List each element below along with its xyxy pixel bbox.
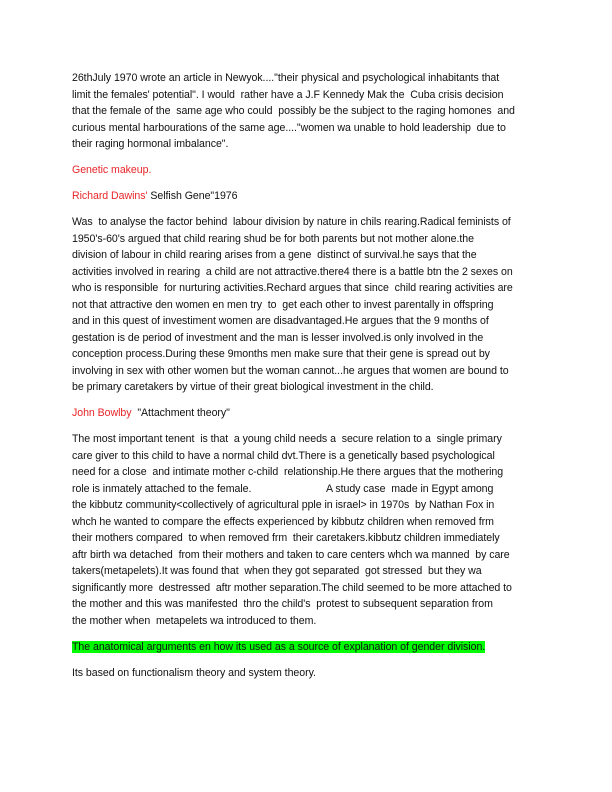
text-line: Its based on functionalism theory and system theory. [72, 666, 316, 679]
text-line: the mother when metapelets wa introduced to them. [72, 614, 317, 627]
text-line: The most important tenent is that a young child needs a secure relation to a single primary [72, 433, 502, 445]
document-page [72, 70, 544, 691]
author-name: John Bowlby [72, 407, 132, 419]
text-line: care giver to this child to have a normal child dvt.There is a genetically based psychological [72, 449, 495, 462]
text-line: the mother and this was manifested thro the child's protest to subsequent separation from [72, 598, 493, 610]
text-line: aftr birth wa detached from their mothers and taken to care centers whch wa manned by care [72, 548, 510, 561]
text-line: and in this quest of investiment women are disadvantaged.He argues that the 9 months of [72, 315, 489, 327]
work-title: Selfish Gene"1976 [147, 190, 238, 202]
text-line: involving in sex with other women but the woman cannot...he argues that women are bound to [72, 364, 509, 377]
text-line: not that attractive den women en men try to get each other to invest parentally in offspring [72, 298, 494, 311]
work-title: "Attachment theory" [131, 407, 230, 419]
intro-paragraph [72, 70, 544, 153]
text-line: that the female of the same age who could possibly be the subject to the raging homones and [72, 105, 515, 117]
heading-text: Genetic makeup. [72, 164, 152, 176]
text-line: be primary caretakers by virtue of their great biological investment in the child. [72, 381, 434, 393]
text-line: the kibbutz community<collectively of agricultural pple in israel> in 1970s by Nathan Fox in [72, 499, 495, 511]
text-line: their mothers compared to when removed frm their caretakers.kibbutz children immediately [72, 532, 500, 544]
text-line: gestation is de period of investment and the man is lesser involved.is only involved in the [72, 331, 484, 344]
dawkins-heading [72, 188, 544, 205]
text-line: activities involved in rearing a child are not attractive.there4 there is a battle btn the 2 sexes on [72, 265, 513, 278]
text-line: division of labour in child rearing arises from a gene distinct of survival.he says that the [72, 249, 477, 261]
text-line: Was to analyse the factor behind labour division by nature in chils rearing.Radical feminists of [72, 216, 511, 228]
text-line: need for a close and intimate mother c-child relationship.He there argues that the mothering [72, 466, 504, 478]
text-line: 1950's-60's argued that child rearing shud be for both parents but not mother alone.the [72, 232, 474, 245]
text-line: role is inmately attached to the female. A study case made in Egypt among [72, 482, 494, 495]
text-line: 26thJuly 1970 wrote an article in Newyok...."their physical and psychological inhabitants that [72, 72, 500, 84]
text-line: who is responsible for nurturing activities.Rechard argues that since child rearing activities are [72, 282, 513, 294]
highlighted-text: The anatomical arguments en how its used as a source of explanation of gender division. [72, 640, 486, 653]
author-name: Richard Dawins' [72, 190, 148, 202]
text-line: their raging hormonal imbalance". [72, 138, 229, 150]
text-line: curious mental harbourations of the same age...."women wa unable to hold leadership due to [72, 121, 506, 134]
anatomical-arguments-heading [72, 639, 544, 656]
text-line: whch he wanted to compare the effects experienced by kibbutz children when removed frm [72, 515, 494, 528]
dawkins-paragraph [72, 214, 544, 396]
text-line: conception process.During these 9months men make sure that their gene is spread out by [72, 348, 490, 360]
text-line: takers(metapelets).It was found that when they got separated got stressed but they wa [72, 565, 482, 577]
closing-paragraph [72, 665, 544, 682]
bowlby-paragraph [72, 431, 544, 629]
genetic-makeup-heading [72, 162, 544, 179]
text-line: significantly more destressed aftr mother separation.The child seemed to be more attached to [72, 581, 512, 594]
bowlby-heading [72, 405, 544, 422]
text-line: limit the females' potential". I would rather have a J.F Kennedy Mak the Cuba crisis decision [72, 88, 504, 101]
